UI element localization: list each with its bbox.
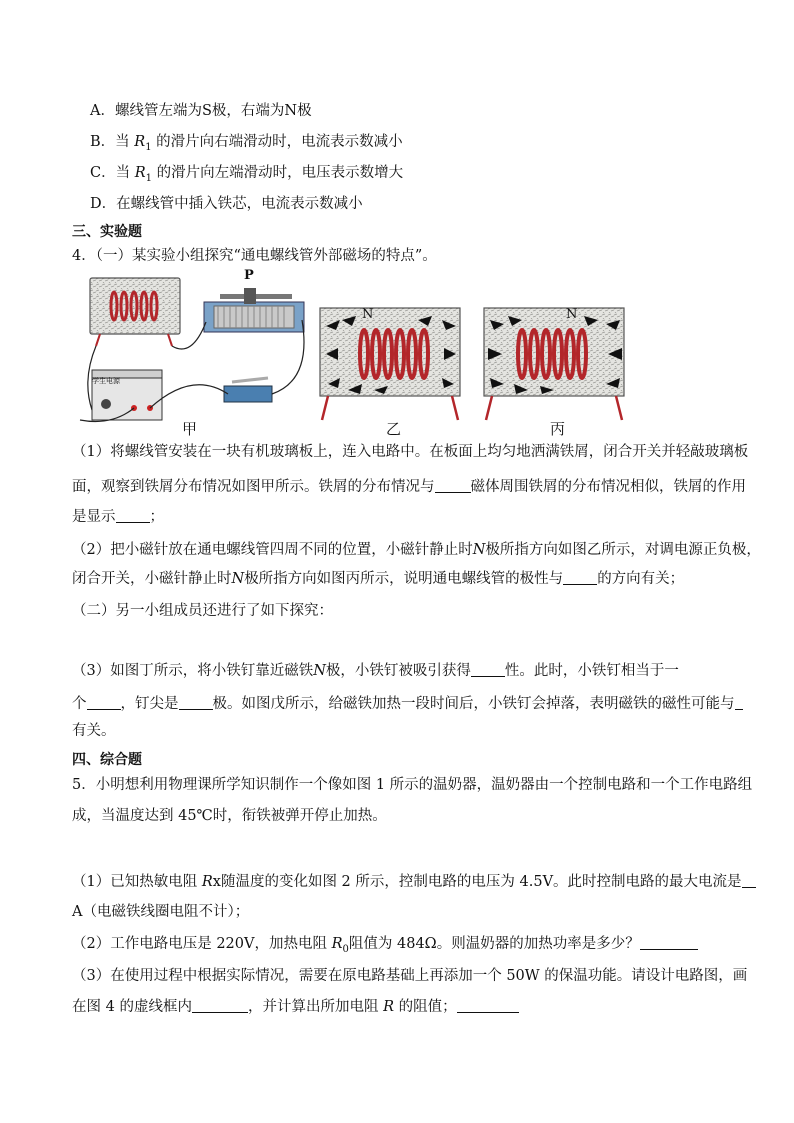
option-d: D．在螺线管中插入铁芯，电流表示数减小 [90,196,363,212]
blank-heating-power[interactable] [640,935,698,950]
q4-intro: 4．（一）某实验小组探究“通电螺线管外部磁场的特点”。 [72,248,437,264]
blank-resistance-value[interactable] [457,998,519,1013]
q5-line2: 成，当温度达到 45℃时，衔铁被弹开停止加热。 [72,808,387,824]
q4-p1-line1: （1）将螺线管安装在一块有机玻璃板上，连入电路中。在板面上均匀地洒满铁屑，闭合开关并轻敲玻璃板 [72,444,749,460]
q4-p3-line3: 有关。 [72,723,116,739]
yi-n-label: N [362,307,374,322]
figure-jia-circuit [72,270,312,430]
blank-nail-tip-pole[interactable] [179,695,213,710]
power-supply-label: 学生电源 [92,377,120,385]
q4-p3-line2: 个 ，钉尖是 极。如图戊所示，给磁铁加热一段时间后，小铁钉会掉落，表明磁铁的磁性可能与 [72,694,743,714]
rheostat-p-label: P [244,268,254,283]
q5-line1: 5．小明想利用物理课所学知识制作一个像如图 1 所示的温奶器，温奶器由一个控制电路和一个工作电路组 [72,777,753,793]
section-3-heading: 三、实验题 [72,224,142,240]
q4-p3-line1: （3）如图丁所示，将小铁钉靠近磁铁N极，小铁钉被吸引获得 性。此时，小铁钉相当于一 [72,663,679,679]
blank-circuit-design[interactable] [192,998,248,1013]
q5-p3-line1: （3）在使用过程中根据实际情况，需要在原电路基础上再添加一个 50W 的保温功能。请设计电路图，画 [72,968,748,984]
option-b: B．当 $R_1$ 的滑片向右端滑动时，电流表示数减小 [90,134,403,153]
blank-magnetism[interactable] [471,662,505,677]
blank-current-direction[interactable] [563,570,597,585]
blank-max-current[interactable] [742,873,756,888]
q5-p3-line2: 在图 4 的虚线框内 ，并计算出所加电阻 R 的阻值； [72,997,519,1017]
q5-p2: （2）工作电路电压是 220V，加热电阻 $R_0$阻值为 484Ω。则温奶器的加热功率是多少？ [72,934,698,960]
q5-p1-line2: A（电磁铁线圈电阻不计）； [72,904,250,920]
q4-p1-line2: 面，观察到铁屑分布情况如图甲所示。铁屑的分布情况与 磁体周围铁屑的分布情况相似，铁屑的作用 [72,479,746,495]
blank-filings-role[interactable] [116,508,150,523]
figure-bing-compass-needles [482,306,628,424]
blank-nail-equivalent[interactable] [87,695,121,710]
caption-yi: 乙 [386,420,402,438]
blank-magnet-factor[interactable] [735,695,743,710]
caption-jia: 甲 [182,420,198,438]
section-4-heading: 四、综合题 [72,752,142,768]
q4-p2-line1: （2）把小磁针放在通电螺线管四周不同的位置，小磁针静止时N极所指方向如图乙所示，对调电源正负极， [72,542,761,558]
caption-bing: 丙 [550,420,566,438]
blank-magnet-type[interactable] [435,478,471,493]
option-a: A．螺线管左端为S极，右端为N极 [90,103,312,119]
q4-p2-line2: 闭合开关，小磁针静止时N极所指方向如图丙所示，说明通电螺线管的极性与 的方向有关； [72,571,685,587]
q5-p1-line1: （1）已知热敏电阻 Rx随温度的变化如图 2 所示，控制电路的电压为 4.5V。此时控制电路的最大电流是 [72,872,756,892]
figure-yi-compass-needles [318,306,464,424]
q4-part2: （二）另一小组成员还进行了如下探究： [72,603,333,619]
bing-n-label: N [566,307,578,322]
option-c: C．当 $R_1$ 的滑片向左端滑动时，电压表示数增大 [90,165,404,184]
q4-p1-line3: 是显示 ； [72,509,164,525]
